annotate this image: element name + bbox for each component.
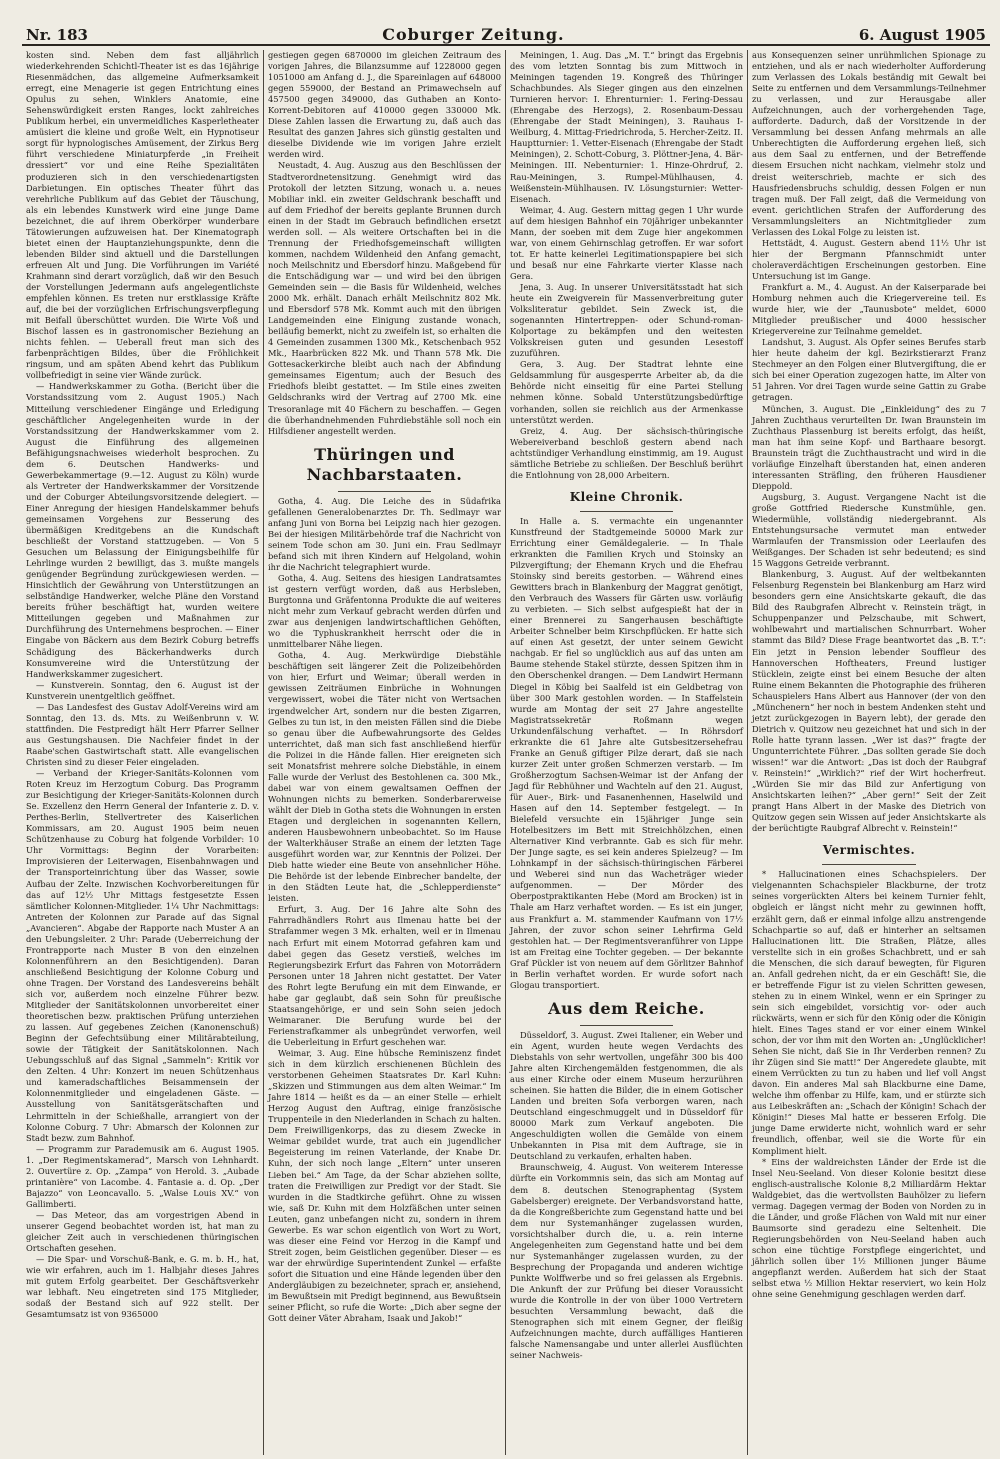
article-paragraph: Weimar, 3. Aug. Eine hübsche Reminiszenz findet sich in dem kürzlich erschienenen Büchlein des verstorbenen Geheimen Staatsrates Dr. Karl Kuhn: „Skizzen und Stimmungen aus dem alten Weimar.“ Im Jahre 1814 — heißt es da — an einer Stelle — erhielt Herzog August den Auftrag, einige französische Truppenteile in den Niederlanden in Schach zu halten. Dem Freiwilligenkorps, das zu diesem Zwecke in Weimar gebildet wurde, trat auch ein jugendlicher Begeisterung im reinen Vaterlande, der Knabe Dr. Kuhn, der sich noch lange „Eltern“ unter unseren Lieben bei.“ Am Tage, da der Schar abziehen sollte, traten die Freiwilligen zur Predigt vor der Stadt. Sie wurden in die Stadtkirche geführt. Ohne zu wissen wie, saß Dr. Kuhn mit dem Holzfäßchen unter seinen Leuten, ganz unbefangen nicht zu, sondern in ihrem Gewerbe. Es war schon eigentlich von Wort zu Wort, was dieser eine Feind vor Herzog in die Kampf und Streit zogen, beim Geistlichen gegenüber. Dieser — es war der ehrwürdige Superintendent Zunkel — erfaßte sofort die Situation und eine Hände legenden über den Andergläubigen zu bezeichneter, sprach er, ansiehend, im Bewußtsein mit Predigt beginnend, aus Bewußtsein seiner Pflicht, so rufe die Worte: „Dich aber segne der Gott deiner Väter Abraham, Isaak und Jakob!“ [268, 1047, 501, 1324]
article-paragraph: — Die Spar- und Vorschuß-Bank, e. G. m. b. H., hat, wie wir erfahren, auch im 1. Halbjahr dieses Jahres mit gutem Erfolg gearbeitet. Der Geschäftsverkehr war lebhaft. Neu eingetreten sind 175 Mitglieder, sodaß der Bestand sich auf 922 stellt. Der Gesamtumsatz ist von 9365000 [26, 1254, 259, 1320]
columns [22, 50, 990, 1455]
article-paragraph: — Kunstverein. Sonntag, den 6. August ist der Kunstverein unentgeltlich geöffnet. [26, 679, 259, 701]
article-paragraph: Landshut, 3. August. Als Opfer seines Berufes starb hier heute daheim der kgl. Bezirkstierarzt Franz Stechmeyer an den Folgen einer Blutvergiftung, die er sich bei einer Operation zugezogen hatte, im Alter von 51 Jahren. Vor drei Tagen wurde seine Gattin zu Grabe getragen. [752, 337, 986, 403]
article-paragraph: Gotha, 4. Aug. Merkwürdige Diebstähle beschäftigen seit längerer Zeit die Polizeibehörden von hier, Erfurt und Weimar; überall werden in gewissen Zeiträumen Einbrüche in Wohnungen vergewissert, wobei die Täter nicht von Wertsachen irgendwelcher Art, sondern nur die besten Zigarren, Gelbes zu tun ist, in den meisten Fällen sind die Diebe so genau über die Aufbewahrungsorte des Geldes unterrichtet, daß man sich fast anschließend hierfür die Polizei in die Hände fallen. Hier ereigneten sich seit Monatsfrist mehrere solche Diebstähle, in einem Falle wurde der Verlust des Bestohlenen ca. 300 Mk., dabei war von einem gewaltsamen Oeffnen der Wohnungen nichts zu bemerken. Sonderbarerweise wählt der Dieb in Gotha stets die Wohnungen in ersten Etagen und dergleichen in sogenannten Kellern, anderen Hausbewohnern unbeobachtet. So im Hause der Walterkhäuser Straße an einem der letzten Tage ausgeführt worden war, zur Kenntnis der Polizei. Der Dieb hatte wieder eine Beute von ansehnlicher Höhe. Die Behörde ist der lebende Einbrecher bandelte, der in den Städten Leute hat, die „Schlepperdienste“ leisten. [268, 650, 501, 904]
section-divider [822, 864, 916, 865]
column-3 [506, 50, 748, 1455]
article-paragraph: Blankenburg, 3. August. Auf der weltbekannten Felsenburg Regenstein bei Blankenburg am Harz wird besonders gern eine Ansichtskarte gekauft, die das Bild des Raubgrafen Albrecht v. Reinstein trägt, in Schuppenpanzer und Pelzschaube, mit Schwert, wohlbewahrt und martialischen Schnurrbart. Woher stammt das Bild? Diese Frage beantwortet das „B. T.“: Ein jetzt in Pension lebender Souffleur des Hannoverschen Hoftheaters, Freund lustiger Stücklein, zeigte einst bei einem Besuche der alten Ruine einem Bekannten die Photographie des früheren Schauspielers Hans Albert aus Hannover (der von den „Münchenern“ her noch in bestem Andenken steht und jetzt zurückgezogen in Bayern lebt), der gerade den Dietrich v. Quitzow neu gezeichnet hat und sich in der Rolle hatte tyrann lassen. „Wer ist das?“ fragte der Ungunterrichtete Führer. „Das sollten gerade Sie doch wissen!“ war die Antwort: „Das ist doch der Raubgraf v. Reinstein!“ „Wirklich?“ rief der Wirt hocherfreut. „Würden Sie mir das Bild zur Anfertigung von Ansichtskarten leihen?“ „Aber gern!“ Seit der Zeit prangt Hans Albert in der Maske des Dietrich von Quitzow gegen sein Wissen auf jeder Ansichtskarte als der berüchtigte Raubgraf Albrecht v. Reinstein!“ [752, 569, 986, 834]
section-heading: Kleine Chronik. [569, 489, 684, 504]
section-divider [580, 1025, 673, 1026]
article-paragraph: — Das Meteor, das am vorgestrigen Abend in unserer Gegend beobachtet worden ist, hat man zu gleicher Zeit auch in verschiedenen thüringischen Ortschaften gesehen. [26, 1209, 259, 1254]
section-heading: Aus dem Reiche. [548, 998, 705, 1018]
section-heading: Thüringen und Nachbarstaaten. [306, 444, 463, 484]
column-1 [22, 50, 264, 1455]
section-heading: Vermischtes. [822, 843, 916, 858]
issue-date: 6. August 1905 [858, 26, 986, 44]
column-4 [748, 50, 990, 1455]
article-paragraph: Erfurt, 3. Aug. Der 16 Jahre alte Sohn des Fahrradhändlers Rohrt aus Ilmenau hatte bei der Strafammer wegen 3 Mk. erhalten, weil er in Ilmenau nach Erfurt mit einem Motorrad gefahren kam und dabei gegen das Gesetz verstieß, welches im Regierungsbezirk Erfurt das Fahren von Motorrädern Personen unter 18 Jahren nicht gestattet. Der Vater des Rohrt legte Berufung ein mit dem Einwande, er habe gar geglaubt, daß sein Sohn für preußische Staatsangehörige, er und sein Sohn seien jedoch Weimaraner. Die Berufung wurde bei der Ferienstrafkammer als unbegründet verworfen, weil die Ueberleitung in Erfurt geschehen war. [268, 904, 501, 1047]
column-2 [264, 50, 506, 1455]
article-paragraph: kosten sind. Neben dem fast alljährlich wiederkehrenden Schichtl-Theater ist es das 16jährige Riesenmädchen, das allgemeine Aufmerksamkeit erregt, eine Menagerie ist gegen Entrichtung eines Opulus zu sehen, Winklers Anatomie, eine Sehenswürdigkeit ersten Ranges, lockt zahlreiches Publikum herbei, ein unvermeidliches Kasperletheater amüsiert die kleine und große Welt, ein Hypnotiseur sorgt für hypnologisches Amüsement, der Zirkus Berg führt verschiedene Miniaturpferde „in Freiheit dressiert“ vor und eine Reihe Spezialitäten produzieren sich in den verschiedenartigsten Darbietungen. Ein optisches Theater führt das verehrliche Publikum auf das Gebiet der Täuschung, als ein lebendes Kunstwerk wird eine junge Dame bezeichnet, die auf ihrem Oberkörper wunderbare Tätowierungen aufzuweisen hat. Der Kinematograph bietet einen der Hauptanziehungspunkte, denn die lebenden Bilder sind aktuell und die Darstellungen erfreuen Alt und Jung. Die Vorführungen im Variété Krahmann sind derart vorzüglich, daß wir den Besuch der Vorstellungen Jedermann aufs angelegentlichste empfehlen können. Es treten nur erstklassige Kräfte auf, die bei der vorzüglichen Erfrischungsverpflegung mit Beifall überschüttet wurden. Die Wirte Voß und Bischof lassen es in gastronomischer Beziehung an nichts fehlen. — Ueberall freut man sich des farbenprächtigen Bildes, über die Fröhlichkeit ringsum, und am späten Abend kehrt das Publikum vollbefriedigt in seine vier Wände zurück. [26, 50, 259, 381]
newspaper-title: Coburger Zeitung. [382, 25, 565, 44]
article-paragraph: München, 3. August. Die „Einkleidung“ des zu 7 Jahren Zuchthaus verurteilten Dr. Iwan Braunstein im Zuchthaus Plassenburg ist bereits erfolgt, das heißt, man hat ihm seine Kopf- und Barthaare besorgt. Braunstein trägt die Zuchthaustracht und wird in die vorläufige Einzelhaft überstanden hat, einen anderen interessanten Sträfling, den früheren Hausdiener Dieppold. [752, 403, 986, 491]
article-paragraph: * Hallucinationen eines Schachspielers. Der vielgenannten Schachspieler Blackburne, der trotz seines vorgerückten Alters bei keinem Turnier fehlt, obgleich er längst nicht mehr zu gewinnen hofft, erzählt gern, daß er einmal infolge allzu anstrengende Schachpartie so auf, daß er hinterher an seltsamen Hallucinationen litt. Die Straßen, Plätze, alles verstellte sich in ein großes Schachbrett, und er sah die Menschen, die sich darauf bewegten, für Figuren an. Anfall gedrehen nicht, da er ein Geschäft! Sie, die er betreffende Figur ist zu vielen Schritten gewesen, stehen zu in einem Winkel, wenn er ein Springer zu sein sich eingebildet, vorsichtig vor- oder auch rückwärts, wenn er sich für den König oder die Königin hielt. Eines Tages stand er vor einer einem Winkel schon, der vor ihm mit den Worten an: „Unglücklicher! Sehen Sie nicht, daß Sie in Ihr Verderben rennen? Zu ihr Zügen sind Sie matt!“ Der Angeredete glaubte, mit einem Verrückten zu tun zu haben und lief voll Angst davon. Ein anderes Mal sah Blackburne eine Dame, welche ihm offenbar zu Hilfe, kam, und er stürzte sich aus Leibeskräften an: „Schach der Königin! Schach der Königin!“ Dieses Mal hatte er besseren Erfolg. Die junge Dame erwiderte nicht, wohnlich ward er sehr freundlich, offenbar, weil sie die Worte für ein Kompliment hielt. [752, 869, 986, 1156]
article-paragraph: Braunschweig, 4. August. Von weiterem Interesse dürfte ein Vorkommnis sein, das sich am Montag auf dem 8. deutschen Stenographentag (System Gabelsberger) ereignete. Der Verbandsvorstand hatte, da die Kongreßberichte zum Gegenstand hatte und bei dem nur Systemanhänger zugelassen wurden, vorsichtshalber durch die, u. a. rein interne Angelegenheiten zum Gegenstand hatte und bei dem nur Systemanhänger zugelassen wurden, zu der Besprechung der Propaganda und anderen wichtige Punkte Wolffwerbe und so frei gelassen als Ergebnis. Die Ankunft der zur Prüfung bei dieser Voraussicht wurde die Kontrolle in der von über 1000 Vertretern besuchten Versammlung bewacht, daß die Stenographen sich mit einem Gegner, der fleißig Aufzeichnungen machte, durch auffälliges Hantieren falsche Namensangabe und unter allerlei Ausflüchten seiner Nachweis- [510, 1162, 743, 1361]
article-paragraph: Augsburg, 3. August. Vergangene Nacht ist die große Gottfried Riedersche Kunstmühle, gen. Wiedermühle, vollständig niedergebrannt. Als Entstehungsursache vermutet man entweder Warmlaufen der Transmission oder Leerlaufen des Weißganges. Der Schaden ist sehr bedeutend; es sind 15 Waggons Getreide verbrannt. [752, 491, 986, 569]
article-paragraph: — Verband der Krieger-Sanitäts-Kolonnen vom Roten Kreuz im Herzogtum Coburg. Das Programm zur Besichtigung der Krieger-Sanitäts-Kolonnen durch Se. Exzellenz den Herrn General der Infanterie z. D. v. Perthes-Berlin, Stellvertreter des Kaiserlichen Kommissars, am 20. August 1905 beim neuen Schützenhause zu Coburg hat folgende Vorbilder: 10 Uhr Vormittags: Beginn der Vorarbeiten: Improvisieren der Leiterwagen, Eisenbahnwagen und der Transporteinrichtung über das Wasser, sowie Aufbau der Zelte. Inzwischen Kochvorbereitungen für das auf 12½ Uhr Mittags festgesetzte Essen sämtlicher Kolonnen-Mitglieder. 1¼ Uhr Nachmittags: Antreten der Kolonnen zur Parade auf das Signal „Avancieren“. Abgabe der Rapporte nach Muster A an den Uebungsleiter. 2 Uhr: Parade (Ueberreichung der Frontrapporte nach Muster B von den einzelnen Kolonnenführern an den Besichtigenden). Daran anschließend Besichtigung der Kolonne Coburg und ohne Tragen. Der Vorstand des Landesvereins behält sich vor, außerdem noch einzelne Führer bezw. Mitglieder der Sanitätskolonnen unvorbereitet einer theoretischen bezw. praktischen Prüfung unterziehen zu lassen. Auf gegebenes Zeichen (Kanonenschuß) Beginn der Gefechtsübung einer Militärabteilung, sowie der Tätigkeit der Sanitätskolonnen. Nach Uebungsschluß auf das Signal „Sammeln“: Kritik vor den Zelten. 4 Uhr: Konzert im neuen Schützenhaus und kameradschaftliches Beisammensein der Kolonnenmitglieder und eingeladenen Gäste. — Ausstellung von Sanitätsgerätschaften und Lehrmitteln in der Schießhalle, arrangiert von der Kolonne Coburg. 7 Uhr: Abmarsch der Kolonnen zur Stadt bezw. zum Bahnhof. [26, 768, 259, 1143]
article-paragraph: In Halle a. S. vermachte ein ungenannter Kunstfreund der Stadtgemeinde 50000 Mark zur Errichtung einer Gemäldegalerie. — In Thale erkrankten die Familien Krych und Stoinsky an Pilzvergiftung; der Ehemann Krych und die Ehefrau Stoinsky sind bereits gestorben. — Während eines Gewitters brach in Blankenburg der Maggrat genötigt, den Verbrauch des Wassers für Gärten usw. vorläufig zu verbieten. — Sich selbst aufgespießt hat der in einer Brennerei zu Sangerhausen beschäftigte Arbeiter Schnelber beim Kirschpflücken. Er hatte sich auf einen Ast gesetzt, der unter seinem Gewicht nachgab. Er fiel so unglücklich aus auf das unten am Baume stehende Stakel stürzte, dessen Spitzen ihm in den Oberschenkel drangen. — Dem Landwirt Hermann Diegel in Köbig bei Saalfeld ist ein Geldbetrag von über 300 Mark gestohlen worden. — In Staffelstein wurde am Montag der seit 27 Jahre angestellte Magistratssekretär Roßmann wegen Urkundenfälschung verhaftet. — In Röhrsdorf erkrankte die 61 Jahre alte Gutsbesitzersehefrau Franke an Genuß giftiger Pilze derart, daß sie nach kurzer Zeit unter großen Schmerzen verstarb. — Im Großherzogtum Sachsen-Weimar ist der Anfang der Jagd für Rebhühner und Wachteln auf den 21. August, für Auer-, Birk- und Fasanenhennen, Haselwild und Hasen auf den 14. September festgelegt. — In Bielefeld versuchte ein 15jähriger Junge sein Hotelbesitzers im Bett mit Streichhölzchen, einen Alternativer Kind verbrannte. Gab es sich für mehr. Der Junge sagte, es sei kein anderes Spielzeug? — Im Lohnkampf in der sächsisch-thüringischen Färberei und Weberei sind nun das Wacheträger wieder aufgenommen. — Der Mörder des Oberpostpraktikanten Hebe (Mord am Brocken) ist in Thale am Harz verhaftet worden. — Es ist ein junger, aus Frankfurt a. M. stammender Kaufmann von 17½ Jahren, der zuvor schon seiner Lehrfirma Geld gestohlen hat. — Der Regimentsveranführer von Lippe ist am Freitag eine Tochter gegeben. — Der bekannte Graf Pückler ist von neuem auf dem Görlitzer Bahnhof in Berlin verhaftet worden. Er wurde sofort nach Glogau transportiert. [510, 515, 743, 990]
article-paragraph: Gotha, 4. Aug. Die Leiche des in Südafrika gefallenen Generalobenarztes Dr. Th. Sedlmayr war anfang Juni von Borna bei Leipzig nach hier gezogen. Bei der hiesigen Militärbehörde traf die Nachricht von seinem Tode schon am 30. Juni ein. Frau Sedlmayr befand sich mit ihren Kindern auf Helgoland, wohin ihr die Nachricht telegraphiert wurde. [268, 495, 501, 572]
article-paragraph: Weimar, 4. Aug. Gestern mittag gegen 1 Uhr wurde auf dem hiesigen Bahnhof ein 70jähriger unbekannter Mann, der soeben mit dem Zuge hier angekommen war, von einem Gehirnschlag getroffen. Er war sofort tot. Er hatte keinerlei Legitimationspapiere bei sich und besaß nur eine Fahrkarte vierter Klasse nach Gera. [510, 204, 743, 281]
article-paragraph: * Eins der waldreichsten Länder der Erde ist die Insel Neu-Seeland. Von dieser Kolonie besitzt diese englisch-australische Kolonie 8,2 Milliardärm Hektar Waldgebiet, das die wertvollsten Bauhölzer zu liefern vermag. Dagegen vermag der Boden von Norden zu in die Länder, und große Flächen von Wald mit nur einer Baumsorte sind geradezu eine Seltenheit. Die Regierungsbehörden von Neu-Seeland haben auch schon eine tüchtige Forstpflege eingerichtet, und jährlich sollen über 1½ Millionen junger Bäume angepflanzt werden. Außerdem hat sich der Staat selbst etwa ½ Million Hektar reserviert, wo kein Holz ohne seine Genehmigung geschlagen werden darf. [752, 1156, 986, 1300]
section-divider [580, 511, 673, 512]
article-paragraph: — Programm zur Parademusik am 6. August 1905. 1. „Der Regimentskamerad“, Marsch von Lehnhardt. 2. Ouvertüre z. Op. „Zampa“ von Herold. 3. „Aubade printanière“ von Lacombe. 4. Fantasie a. d. Op. „Der Bajazzo“ von Leoncavallo. 5. „Walse Louis XV.“ von Gallimberti. [26, 1143, 259, 1209]
article-paragraph: Hettstädt, 4. August. Gestern abend 11½ Uhr ist hier der Bergmann Pfannschmidt unter choleraverdächtigen Erscheinungen gestorben. Eine Untersuchung ist im Gange. [752, 237, 986, 281]
article-paragraph: Meiningen, 1. Aug. Das „M. T.“ bringt das Ergebnis des vom letzten Sonntag bis zum Mittwoch in Meiningen tagenden 19. Kongreß des Thüringer Schachbundes. Als Sieger gingen aus den einzelnen Turnieren hervor: I. Ehrenturnier: 1. Fering-Dessau (Ehrengabe des Herzogs), 2. Rosenbaum-Dessau (Ehrengabe der Stadt Meiningen), 3. Rauhaus I-Weilburg, 4. Mittag-Friedrichroda, 5. Hercher-Zeitz. II. Hauptturnier: 1. Vetter-Eisenach (Ehrengabe der Stadt Meiningen), 2. Schott-Coburg, 3. Plöttner-Jena, 4. Bär-Meiningen. III. Nebenturnier: 1. Hinze-Ohrdruf, 2. Rau-Meiningen, 3. Rumpel-Mühlhausen, 4. Weißenstein-Mühlhausen. IV. Lösungsturnier: Wetter-Eisenach. [510, 50, 743, 204]
article-paragraph: Düsseldorf, 3. August. Zwei Italiener, ein Weber und ein Agent, wurden heute wegen Verdachts des Diebstahls von sehr wertvollen, ungefähr 300 bis 400 Jahre alten Kirchengemälden festgenommen, die als aus einer Kirche oder einem Museum herzurühren scheinen. Sie hatten die Bilder, die in einem Gotischer Landen und breiten Sofa verborgen waren, nach Deutschland eingeschmuggelt und in Düsseldorf für 80000 Mark zum Verkauf angeboten. Die Angeschuldigten wollen die Gemälde von einem Unbekannten in Pisa mit dem Auftrage, sie in Deutschland zu verkaufen, erhalten haben. [510, 1029, 743, 1162]
article-paragraph: Gera, 3. Aug. Der Stadtrat lehnte eine Geldsammlung für ausgesperrte Arbeiter ab, da die Behörde nicht einseitig für eine Partei Stellung nehmen könne. Sobald Unterstützungsbedürftige vorhanden, sollen sie reichlich aus der Armenkasse unterstützt werden. [510, 359, 743, 425]
article-paragraph: Neustadt, 4. Aug. Auszug aus den Beschlüssen der Stadtverordnetensitzung. Genehmigt wird das Protokoll der letzten Sitzung, wonach u. a. neues Mobiliar inkl. ein zweiter Geldschrank beschafft und auf dem Friedhof der bereits geplante Brunnen durch einen in der Stadt im Gebrauch befindlichen ersetzt werden soll. — Als weitere Ortschaften bei in die Trennung der Friedhofsgemeinschaft willigten kommen, nachdem Wildenheid den Anfang gemacht, noch Meilschnitz und Ebersdorf hinzu. Maßgebend für die Entschädigung war — und wird bei den übrigen Gemeinden sein — die Basis für Wildenheid, welches 2000 Mk. erhält. Danach erhält Meilschnitz 802 Mk. und Ebersdorf 578 Mk. Kommt auch mit den übrigen Landgemeinden eine Einigung zustande wonach, beiläufig bemerkt, nicht zu zweifeln ist, so erhalten die 4 Gemeinden zusammen 1300 Mk., Ketschenbach 952 Mk., Haarbrücken 822 Mk. und Thann 578 Mk. Die Gottesackerkirche bleibt auch nach der Abfindung gemeinsames Eigentum; auch der Besuch des Friedhofs bleibt gestattet. — Im Stile eines zweiten Geldschranks wird der Vertrag auf 2700 Mk. eine Tresoranlage mit 40 Fächern zu beschaffen. — Gegen die überhandnehmenden Fuhrdiebstähle soll noch ein Hilfsdiener angestellt werden. [268, 160, 501, 436]
article-paragraph: gestiegen gegen 6870000 im gleichen Zeitraum des vorigen Jahres, die Bilanzsumme auf 1228000 gegen 1051000 am Anfang d. J., die Spareinlagen auf 648000 gegen 559000, der Bestand an Primawechseln auf 457500 gegen 349000, das Guthaben an Konto-Korrent-Debitoren auf 410000 gegen 330000 Mk. Diese Zahlen lassen die Erwartung zu, daß auch das Resultat des ganzen Jahres sich günstig gestalten und dieselbe Dividende wie im vorigen Jahre erzielt werden wird. [268, 50, 501, 160]
article-paragraph: Frankfurt a. M., 4. August. An der Kaiserparade bei Homburg nehmen auch die Kriegervereine teil. Es wurde hier, wie der „Taunusbote“ meldet, 6000 Mitglieder preußischer und 4000 hessischer Kriegervereine zur Teilnahme gemeldet. [752, 281, 986, 337]
issue-number: Nr. 183 [26, 26, 88, 44]
article-paragraph: aus Konsequenzen seiner unrühmlichen Spionage zu entziehen, und als er nach wiederholter Aufforderung zum Verlassen des Lokals beständig mit Gewalt bei Seite zu entfernen und dem Versammlungs-Teilnehmer zu verlassen, und zur Herausgabe aller Aufzeichnungen, auch der vorhergehenden Tage, aufforderte. Dadurch, daß der Vorsitzende in der Versammlung bei dessen Anfang mehrmals an alle Unberechtigten die Aufforderung ergehen ließ, sich aus dem Saal zu entfernen, und der Betreffende diesem Ersuchen nicht nachkam, vielmehr stolz und dreist weiterschrieb, machte er sich des Hausfriedensbruchs schuldig, dessen Folgen er nun tragen muß. Der Fall zeigt, daß die Vermeidung von event. gerichtlichen Strafen der Aufforderung des Versammlungsleiters an Nichtmitglieder zum Verlassen des Lokal Folge zu leisten ist. [752, 50, 986, 237]
article-paragraph: — Handwerkskammer zu Gotha. (Bericht über die Vorstandssitzung vom 2. August 1905.) Nach Mitteilung verschiedener Eingänge und Erledigung geschäftlicher Angelegenheiten wurde in der Vorstandssitzung der Handwerkskammer vom 2. August die Einführung des allgemeinen Befähigungsnachweises wiederholt besprochen. Zu dem 6. Deutschen Handwerks- und Gewerbekammertage (9.—12. August zu Köln) wurde als Vertreter der Handwerkskammer der Vorsitzende und der Coburger Abteilungsvorsitzende delegiert. — Einer Anregung der hiesigen Handelskammer behufs gemeinsamen Vorgehens zur Besserung des übermäßigen Kreditgebens an die Kundschaft beschließt der Vorstand stattzugeben. — Von 5 Gesuchen um Belassung der Einigungsbeihilfe für Lehrlinge wurden 2 bewilligt, das 3. mußte mangels genügender Begründung zurückgewiesen werden. — Hinsichtlich der Gewährung von Unterstützungen an selbständige Handwerker, welche Pläne den Vorstand bereits früher beschäftigt hat, wurden weitere Mitteilungen gegeben und Maßnahmen zur Durchführung des Unternehmens besprochen. — Einer Eingabe von Bäckern aus dem Bezirk Coburg betreffs Schädigung des Bäckerhandwerks durch Konsumvereine wird die Unterstützung der Handwerkskammer zugesichert. [26, 381, 259, 679]
masthead [22, 6, 990, 46]
section-divider [338, 491, 431, 492]
article-paragraph: Gotha, 4. Aug. Seitens des hiesigen Landratsamtes ist gestern verfügt worden, daß aus Herbsleben, Burgtonna und Gräfentonna Produkte die auf weiteres nicht mehr zum Verkauf gebracht werden dürfen und zwar aus denjenigen landwirtschaftlichen Gehöften, wo die Typhuskrankheit herrscht oder die in unmittelbarer Nähe liegen. [268, 572, 501, 650]
article-paragraph: — Das Landesfest des Gustav Adolf-Vereins wird am Sonntag, den 13. ds. Mts. zu Weißenbrunn v. W. stattfinden. Die Festpredigt hält Herr Pfarrer Sellner aus Gestungshausen. Die Nachfeier findet in der Raabe'schen Gastwirtschaft statt. Alle evangelischen Christen sind zu dieser Feier eingeladen. [26, 701, 259, 767]
article-paragraph: Greiz, 4. Aug. Der sächsisch-thüringische Webereiverband beschloß gestern abend nach achtstündiger Verhandlung einstimmig, am 19. August sämtliche Betriebe zu schließen. Der Beschluß berührt die Entlohnung von 28,000 Arbeitern. [510, 425, 743, 480]
article-paragraph: Jena, 3. Aug. In unserer Universitätsstadt hat sich heute ein Zweigverein für Massenverbreitung guter Volksliteratur gebildet. Sein Zweck ist, die sogenannten Hintertreppen- oder Schund-roman-Kolportage zu bekämpfen und den weitesten Volkskreisen guten und gesunden Lesestoff zuzuführen. [510, 281, 743, 359]
